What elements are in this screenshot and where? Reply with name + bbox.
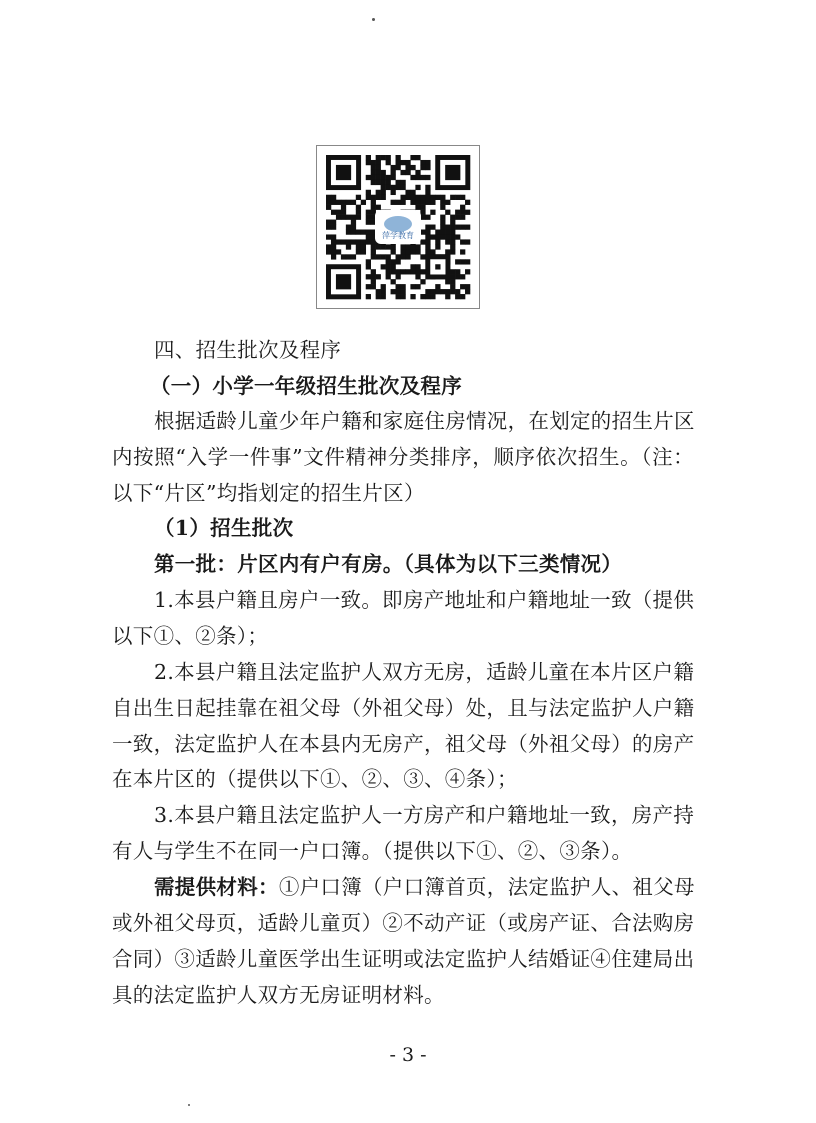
materials-line	[154, 872, 694, 902]
paragraph-line: 一致，法定监护人在本县内无房产，祖父母（外祖父母）的房产	[112, 732, 695, 756]
paragraph-line: 或外祖父母页，适龄儿童页）②不动产证（或房产证、合法购房	[112, 911, 695, 935]
paragraph-line: 合同）③适龄儿童医学出生证明或法定监护人结婚证④住建局出	[112, 947, 695, 971]
paragraph-line: 根据适龄儿童少年户籍和家庭住房情况，在划定的招生片区	[154, 409, 695, 433]
scan-speck	[372, 18, 375, 21]
materials-label: 需提供材料：	[154, 875, 279, 899]
page-number: - 3 -	[389, 1044, 427, 1066]
batch-heading: （1）招生批次	[154, 516, 294, 540]
qr-code	[316, 145, 480, 309]
svg-text:萍学教育: 萍学教育	[382, 231, 414, 240]
scan-speck	[188, 1104, 190, 1106]
paragraph-line: 3.本县户籍且法定监护人一方房产和户籍地址一致，房产持	[154, 803, 695, 827]
paragraph-line: 具的法定监护人双方无房证明材料。	[112, 983, 445, 1007]
paragraph-line: 2.本县户籍且法定监护人双方无房，适龄儿童在本片区户籍	[154, 660, 695, 684]
paragraph-line: 以下“片区”均指划定的招生片区）	[112, 481, 425, 505]
paragraph-line: 内按照“入学一件事”文件精神分类排序，顺序依次招生。（注：	[112, 445, 694, 469]
qr-logo	[375, 210, 421, 244]
paragraph-line: 自出生日起挂靠在祖父母（外祖父母）处，且与法定监护人户籍	[112, 696, 695, 720]
paragraph-line: 在本片区的（提供以下①、②、③、④条）；	[112, 767, 518, 791]
paragraph-line: 有人与学生不在同一户口簿。（提供以下①、②、③条）。	[112, 839, 633, 863]
materials-text: ①户口簿（户口簿首页，法定监护人、祖父母	[278, 875, 695, 899]
paragraph-line: 1.本县户籍且房户一致。即房产地址和户籍地址一致（提供	[154, 588, 695, 612]
subsection-heading: （一）小学一年级招生批次及程序	[150, 374, 462, 398]
first-batch-heading: 第一批：片区内有户有房。（具体为以下三类情况）	[154, 552, 623, 576]
section-heading: 四、招生批次及程序	[154, 338, 342, 362]
paragraph-line: 以下①、②条）；	[112, 624, 269, 648]
